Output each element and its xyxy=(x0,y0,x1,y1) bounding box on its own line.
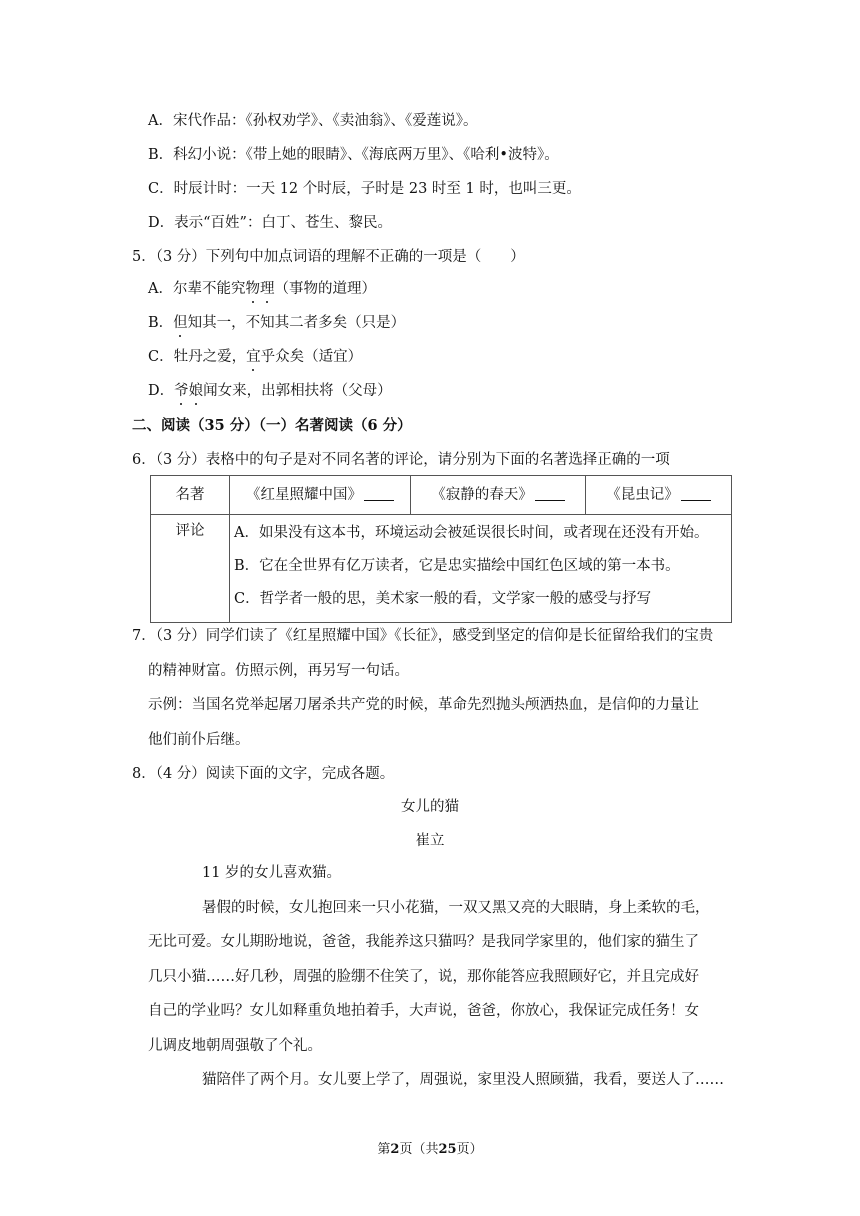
q4-option-a: A．宋代作品：《孙权劝学》、《卖油翁》、《爱莲说》。 xyxy=(148,113,478,129)
q7-example-line1: 示例：当国名党举起屠刀屠杀共产党的时候，革命先烈抛头颅洒热血，是信仰的力量让 xyxy=(148,697,699,713)
emphasis-dot-char: 但 xyxy=(173,315,188,331)
page-total: 25 xyxy=(438,1142,457,1157)
passage-line: 几只小猫……好几秒，周强的脸绷不住笑了，说，那你能答应我照顾好它，并且完成好 xyxy=(148,969,699,985)
page-number: 2 xyxy=(390,1142,400,1157)
comment-option-c: C．哲学者一般的思，美术家一般的看，文学家一般的感受与抒写 xyxy=(234,591,652,607)
answer-blank[interactable] xyxy=(681,486,711,501)
passage-line: 暑假的时候，女儿抱回来一只小花猫，一双又黑又亮的大眼睛，身上柔软的毛， xyxy=(202,900,710,916)
comment-label: 评论 xyxy=(151,515,230,623)
page-footer: 第2页（共25页） xyxy=(377,1142,483,1157)
comment-option-b: B．它在全世界有亿万读者，它是忠实描绘中国红色区域的第一本书。 xyxy=(234,558,680,574)
passage-paragraph: 11 岁的女儿喜欢猫。 xyxy=(202,865,342,881)
comment-option-a: A．如果没有这本书，环境运动会被延误很长时间，或者现在还没有开始。 xyxy=(234,525,709,541)
answer-blank[interactable] xyxy=(535,486,565,501)
comment-options xyxy=(230,515,732,623)
emphasis-dot-char: 物 xyxy=(245,281,260,297)
q5-option-a: A．尔辈不能究物理（事物的道理） xyxy=(148,281,376,297)
passage-paragraph: 猫陪伴了两个月。女儿要上学了，周强说，家里没人照顾猫，我看，要送人了…… xyxy=(202,1072,724,1088)
emphasis-dot-char: 理 xyxy=(259,281,275,297)
q6-stem: 6．（3 分）表格中的句子是对不同名著的评论，请分别为下面的名著选择正确的一项 xyxy=(132,452,670,468)
passage-line: 儿调皮地朝周强敬了个礼。 xyxy=(148,1038,322,1054)
q5-stem: 5．（3 分）下列句中加点词语的理解不正确的一项是（ ） xyxy=(132,249,525,265)
work-cell: 《红星照耀中国》 xyxy=(230,476,411,515)
passage-title: 女儿的猫 xyxy=(401,799,459,815)
passage-author: 崔立 xyxy=(415,833,445,849)
answer-blank[interactable] xyxy=(364,486,394,501)
work-cell: 《昆虫记》 xyxy=(586,476,732,515)
q7-example-line2: 他们前仆后继。 xyxy=(148,732,250,748)
q4-option-c: C．时辰计时：一天 12 个时辰，子时是 23 时至 1 时，也叫三更。 xyxy=(148,181,581,197)
q4-option-d: D．表示“百姓”：白丁、苍生、黎民。 xyxy=(148,215,392,231)
passage-line: 无比可爱。女儿期盼地说，爸爸，我能养这只猫吗？是我同学家里的，他们家的猫生了 xyxy=(148,934,699,950)
q5-option-c: C．牡丹之爱，宜乎众矣（适宜） xyxy=(148,349,363,365)
work-cell: 《寂静的春天》 xyxy=(411,476,586,515)
q5-option-d: D．爷娘闻女来，出郭相扶将（父母） xyxy=(148,383,392,399)
emphasis-dot-char: 宜 xyxy=(246,349,261,365)
emphasis-dot-char: 爷 xyxy=(174,383,189,399)
passage-line: 自己的学业吗？女儿如释重负地拍着手，大声说，爸爸，你放心，我保证完成任务！女 xyxy=(148,1003,699,1019)
q4-option-b: B．科幻小说：《带上她的眼睛》、《海底两万里》、《哈利•波特》。 xyxy=(148,147,559,163)
header-label: 名著 xyxy=(151,476,230,515)
q7-line2: 的精神财富。仿照示例，再另写一句话。 xyxy=(148,663,409,679)
q5-option-b: B．但知其一，不知其二者多矣（只是） xyxy=(148,315,406,331)
q8-stem: 8．（4 分）阅读下面的文字，完成各题。 xyxy=(132,766,395,782)
q7-line1: 7．（3 分）同学们读了《红星照耀中国》《长征》，感受到坚定的信仰是长征留给我们的宝贵 xyxy=(132,628,714,644)
section-title: 二、阅读（35 分）（一）名著阅读（6 分） xyxy=(132,417,412,434)
works-table xyxy=(150,475,732,623)
emphasis-dot-char: 娘 xyxy=(188,383,204,399)
